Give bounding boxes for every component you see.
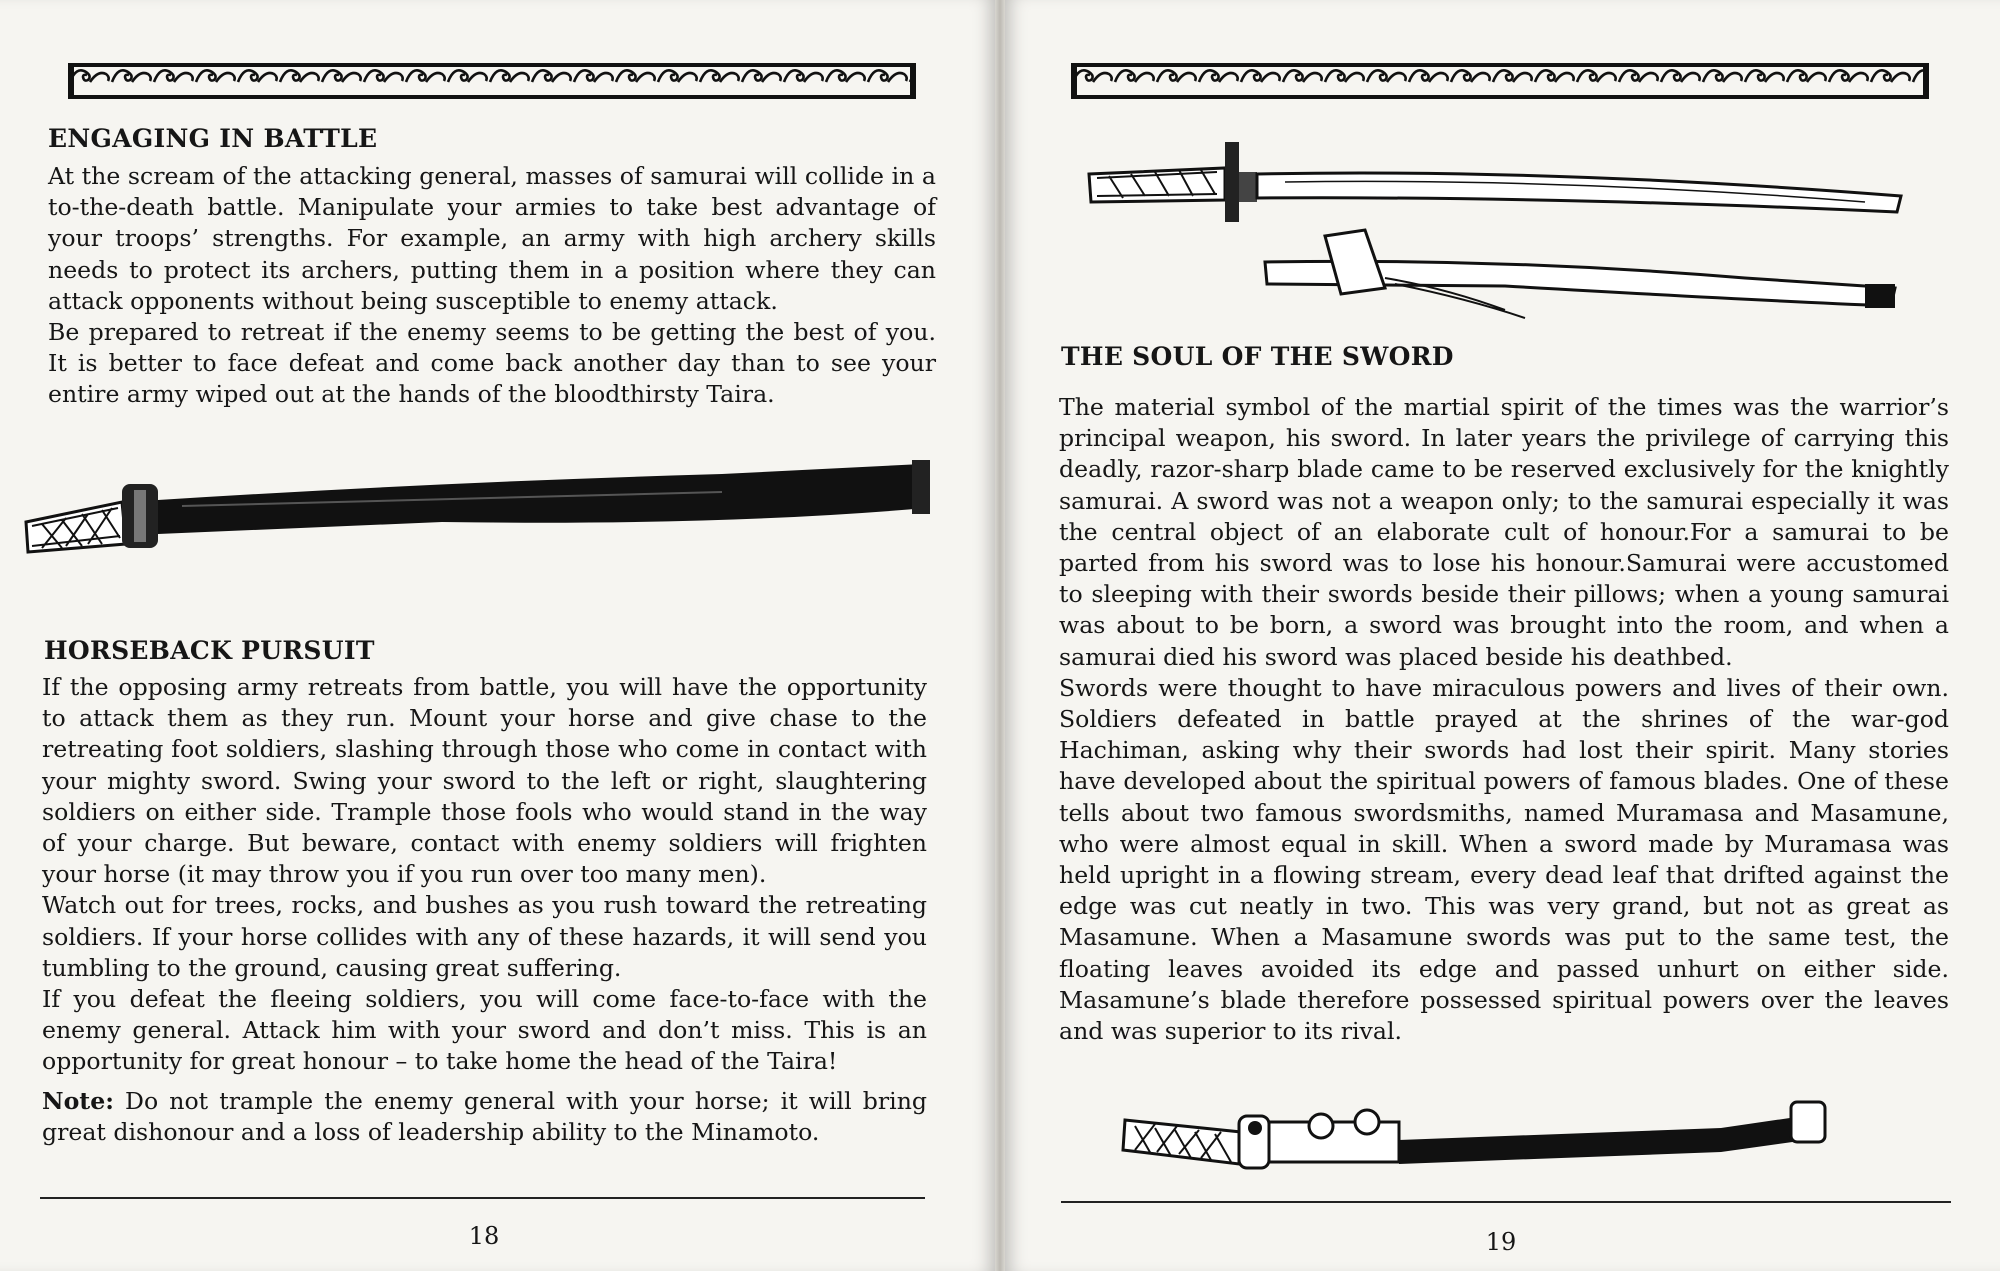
right-page (1005, 0, 2000, 1271)
footer-rule-right (1061, 1201, 1951, 1203)
page-number-left: 18 (468, 1222, 500, 1250)
left-page (0, 0, 995, 1271)
paragraph: If the opposing army retreats from battle, you will have the opportunity to attack them as they run. Mount your horse and give chase to the retreating foot soldiers, slashing through those who come in contact with your mighty sword. Swing your sword to the left or right, slaughtering soldiers on either side. Trample those fools who would stand in the way of your charge. But beware, contact with enemy soldiers will frighten your horse (it may throw you if you run over too many men). (42, 673, 927, 889)
section-heading-soul-of-the-sword: THE SOUL OF THE SWORD (1061, 342, 1454, 371)
paragraph: At the scream of the attacking general, masses of samurai will collide in a to-the-death battle. Manipulate your armies to take best advantage of your troops’ strengths. For example, an army with high archery skills needs to protect its archers, putting them in a position where they can attack opponents without being susceptible to enemy attack. (48, 162, 936, 315)
tachi-sword-drawing (1085, 138, 1905, 324)
scabbard-sword-drawing (1121, 1092, 1831, 1176)
footer-rule-left (40, 1197, 925, 1199)
katana-sword-drawing (22, 452, 932, 562)
horseback-pursuit-body (42, 672, 927, 1148)
note-label: Note: (42, 1086, 114, 1115)
note-paragraph (42, 1086, 927, 1148)
engaging-in-battle-body (48, 161, 936, 411)
tachi-icon (1085, 138, 1905, 324)
paragraph: Swords were thought to have miraculous powers and lives of their own. Soldiers defeated in battle prayed at the shrines of the war-god Hachiman, asking why their swords had lost their spirit. Many stories have developed about the spiritual powers of famous blades. One of these tells about two famous swordsmiths, named Muramasa and Masamune, who were almost equal in skill. When a sword made by Muramasa was held upright in a flowing stream, every dead leaf that drifted against the edge was cut neatly in two. This was very grand, but not as great as Masamune. When a Masamune swords was put to the same test, the floating leaves avoided its edge and passed unhurt on either side. Masamune’s blade therefore possessed spiritual powers over the leaves and was superior to its rival. (1059, 673, 1949, 1046)
soul-of-the-sword-body (1059, 392, 1949, 1047)
section-heading-engaging-in-battle: ENGAGING IN BATTLE (48, 124, 378, 153)
katana-icon (22, 452, 932, 562)
note-text: Do not trample the enemy general with your horse; it will bring great dishonour and a loss of leadership ability to the Minamoto. (42, 1086, 927, 1146)
wave-border-icon (1071, 62, 1929, 100)
wave-border-band-right (1071, 62, 1929, 100)
paragraph: If you defeat the fleeing soldiers, you will come face-to-face with the enemy general. Attack him with your sword and don’t miss. This is an opportunity for great honour – to take home the head of the Taira! (42, 985, 927, 1076)
page-number-right: 19 (1485, 1228, 1517, 1256)
wave-border-band-left (68, 62, 916, 100)
book-gutter (995, 0, 1005, 1271)
scabbard-icon (1121, 1092, 1831, 1176)
paragraph: Be prepared to retreat if the enemy seems to be getting the best of you. It is better to face defeat and come back another day than to see your entire army wiped out at the hands of the bloodthirsty Taira. (48, 318, 936, 409)
paragraph: Watch out for trees, rocks, and bushes as you rush toward the retreating soldiers. If your horse collides with any of these hazards, it will send you tumbling to the ground, causing great suffering. (42, 891, 927, 982)
paragraph: The material symbol of the martial spirit of the times was the warrior’s principal weapon, his sword. In later years the privilege of carrying this deadly, razor-sharp blade came to be reserved exclusively for the knightly samurai. A sword was not a weapon only; to the samurai especially it was the central object of an elaborate cult of honour.For a samurai to be parted from his sword was to lose his honour.Samurai were accustomed to sleeping with their swords beside their pillows; when a young samurai was about to be born, a sword was brought into the room, and when a samurai died his sword was placed beside his deathbed. (1059, 393, 1949, 671)
section-heading-horseback-pursuit: HORSEBACK PURSUIT (44, 636, 375, 665)
wave-border-icon (68, 62, 916, 100)
